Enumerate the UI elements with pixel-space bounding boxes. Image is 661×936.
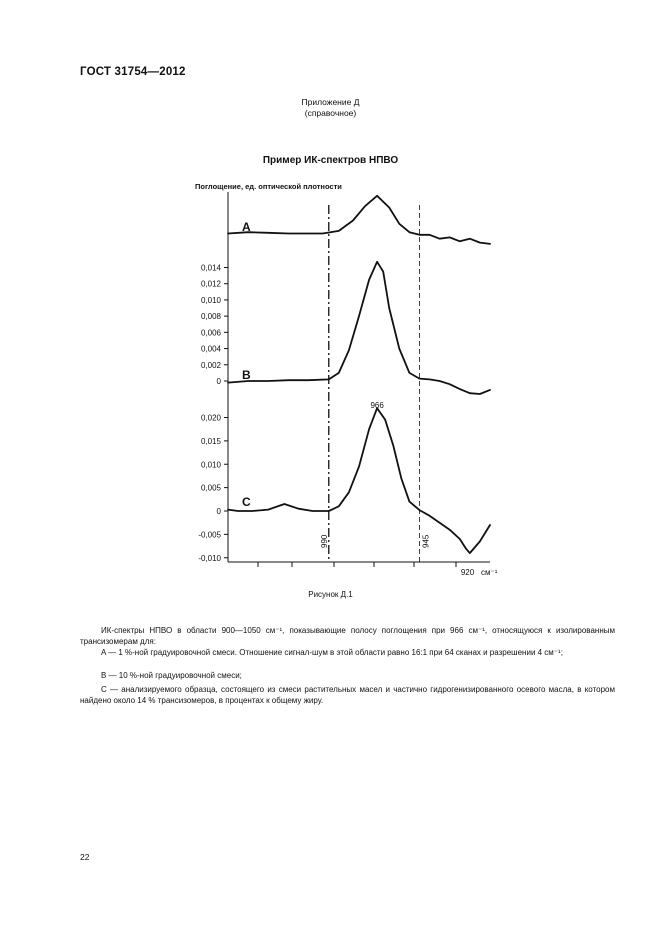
document-code: ГОСТ 31754—2012 [80,66,186,78]
curve-label-b: B [242,368,251,382]
page-number: 22 [80,852,90,862]
paragraph-c: C — анализируемого образца, состоящего из смеси растительных масел и частично гидрогенизированного осевого масла, в котором найдено около 14 % трансизомеров, в процентах к общему жиру. [80,685,615,706]
x-tick-label-920: 920 [460,568,475,577]
curve-label-a: A [242,220,251,234]
peak-label-966: 966 [370,401,384,410]
marker-label-945: 945 [421,534,431,548]
x-unit-label: см⁻¹ [481,568,498,577]
y-tick-label: 0,008 [200,312,221,322]
y-tick-label: -0,010 [198,553,221,563]
annex-subtitle: (справочное) [304,108,357,118]
paragraph-a: A — 1 %-ной градуировочной смеси. Отношение сигнал-шум в этой области равно 16:1 при 64 сканах и разрешении 4 см⁻¹; [101,648,563,657]
curve-labels [242,220,384,509]
y-tick-label: 0,006 [200,328,221,338]
paragraph-intro: ИК-спектры НПВО в области 900—1050 см⁻¹, показывающие полосу поглощения при 966 см⁻¹, относящуюся к изолированным трансизомерам для: [80,626,615,647]
spectra-curves [228,196,490,553]
y-tick-label: -0,005 [198,530,221,540]
y-tick-label: 0,015 [200,436,221,446]
figure-caption: Рисунок Д.1 [308,590,353,599]
y-tick-label: 0,004 [200,344,221,354]
figure-heading: Пример ИК-спектров НПВО [262,155,399,166]
curve-label-c: C [242,495,251,509]
y-tick-label: 0,010 [200,295,221,305]
y-axis-title: Поглощение, ед. оптической плотности [195,182,342,191]
y-tick-label: 0,005 [200,483,221,493]
spectrum-curve-b [228,262,490,394]
spectrum-curve-a [228,196,490,244]
y-tick-label: 0 [216,377,221,386]
y-tick-label: 0,012 [200,279,221,289]
spectrum-curve-c [228,408,490,553]
y-tick-label: 0,002 [200,360,221,370]
paragraph-b: B — 10 %-ной градуировочной смеси; [101,671,242,680]
annex-title: Приложение Д [301,97,360,107]
y-tick-label: 0,010 [200,460,221,470]
tick-labels [198,264,474,578]
marker-label-990: 990 [319,534,329,548]
y-tick-label: 0,014 [200,263,221,273]
y-tick-label: 0,020 [200,413,221,423]
y-tick-label: 0 [216,507,221,516]
